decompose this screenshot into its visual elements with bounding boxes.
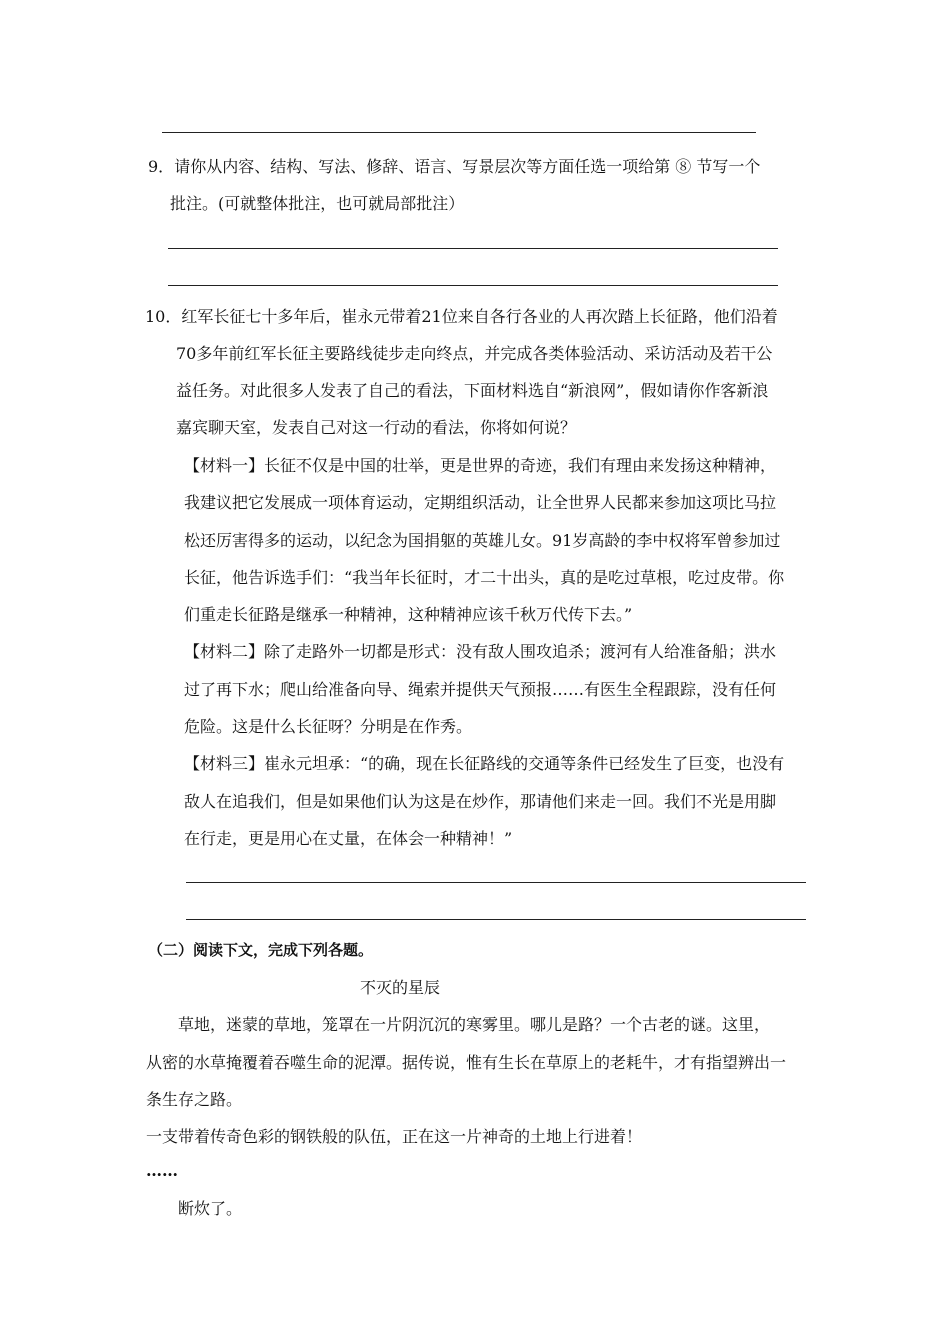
paragraph-1-line-3: 条生存之路。 xyxy=(146,1090,243,1109)
section-heading: （二）阅读下文，完成下列各题。 xyxy=(148,941,374,959)
paragraph-1-line-1: 草地，迷蒙的草地，笼罩在一片阴沉沉的寒雾里。哪儿是路？一个古老的谜。这里， xyxy=(178,1015,771,1034)
answer-line xyxy=(162,132,756,133)
answer-line xyxy=(186,882,806,883)
question-10-line-2: 70多年前红军长征主要路线徒步走向终点，并完成各类体验活动、采访活动及若干公 xyxy=(176,344,773,363)
material-3-line-2: 敌人在追我们，但是如果他们认为这是在炒作，那请他们来走一回。我们不光是用脚 xyxy=(184,792,777,811)
material-3-line-3: 在行走，更是用心在丈量，在体会一种精神！” xyxy=(184,829,513,848)
answer-line xyxy=(168,285,778,286)
material-2-line-3: 危险。这是什么长征呀？分明是在作秀。 xyxy=(184,717,473,736)
question-9-line-2: 批注。(可就整体批注，也可就局部批注） xyxy=(170,194,465,213)
paragraph-1-line-2: 从密的水草掩覆着吞噬生命的泥潭。据传说，惟有生长在草原上的老耗牛，才有指望辨出一 xyxy=(146,1053,787,1072)
material-1-line-4: 长征，他告诉选手们：“我当年长征时，才二十出头，真的是吃过草根，吃过皮带。你 xyxy=(184,568,785,587)
material-1-line-3: 松还厉害得多的运动，以纪念为国捐躯的英雄儿女。91岁高龄的李中权将军曾参加过 xyxy=(184,531,781,550)
ellipsis: …… xyxy=(146,1161,178,1180)
answer-line xyxy=(186,919,806,920)
question-10-line-4: 嘉宾聊天室，发表自己对这一行动的看法，你将如何说？ xyxy=(176,418,577,437)
question-text: 请你从内容、结构、写法、修辞、语言、写景层次等方面任选一项给第 ⑧ 节写一个 xyxy=(174,157,761,176)
material-2-line-1: 【材料二】除了走路外一切都是形式：没有敌人围攻追杀；渡河有人给准备船；洪水 xyxy=(184,642,777,661)
question-number: 10． xyxy=(145,307,182,326)
paragraph-3: 断炊了。 xyxy=(178,1199,243,1218)
material-1-line-2: 我建议把它发展成一项体育运动，定期组织活动，让全世界人民都来参加这项比马拉 xyxy=(184,493,777,512)
material-1-line-1: 【材料一】长征不仅是中国的壮举，更是世界的奇迹，我们有理由来发扬这种精神， xyxy=(184,456,777,475)
question-text: 红军长征七十多年后，崔永元带着21位来自各行各业的人再次踏上长征路，他们沿着 xyxy=(181,307,778,326)
answer-line xyxy=(168,248,778,249)
question-10-line-1 xyxy=(145,306,778,328)
material-3-line-1: 【材料三】崔永元坦承：“的确，现在长征路线的交通等条件已经发生了巨变，也没有 xyxy=(184,754,785,773)
article-title: 不灭的星辰 xyxy=(360,978,441,997)
paragraph-2: 一支带着传奇色彩的钢铁般的队伍，正在这一片神奇的土地上行进着！ xyxy=(146,1127,643,1146)
material-2-line-2: 过了再下水；爬山给准备向导、绳索并提供天气预报……有医生全程跟踪，没有任何 xyxy=(184,680,777,699)
question-9-line-1 xyxy=(148,156,760,178)
question-number: 9． xyxy=(148,157,175,176)
question-10-line-3: 益任务。对此很多人发表了自己的看法，下面材料选自“新浪网”，假如请你作客新浪 xyxy=(176,381,769,400)
material-1-line-5: 们重走长征路是继承一种精神，这种精神应该千秋万代传下去。” xyxy=(184,605,633,624)
